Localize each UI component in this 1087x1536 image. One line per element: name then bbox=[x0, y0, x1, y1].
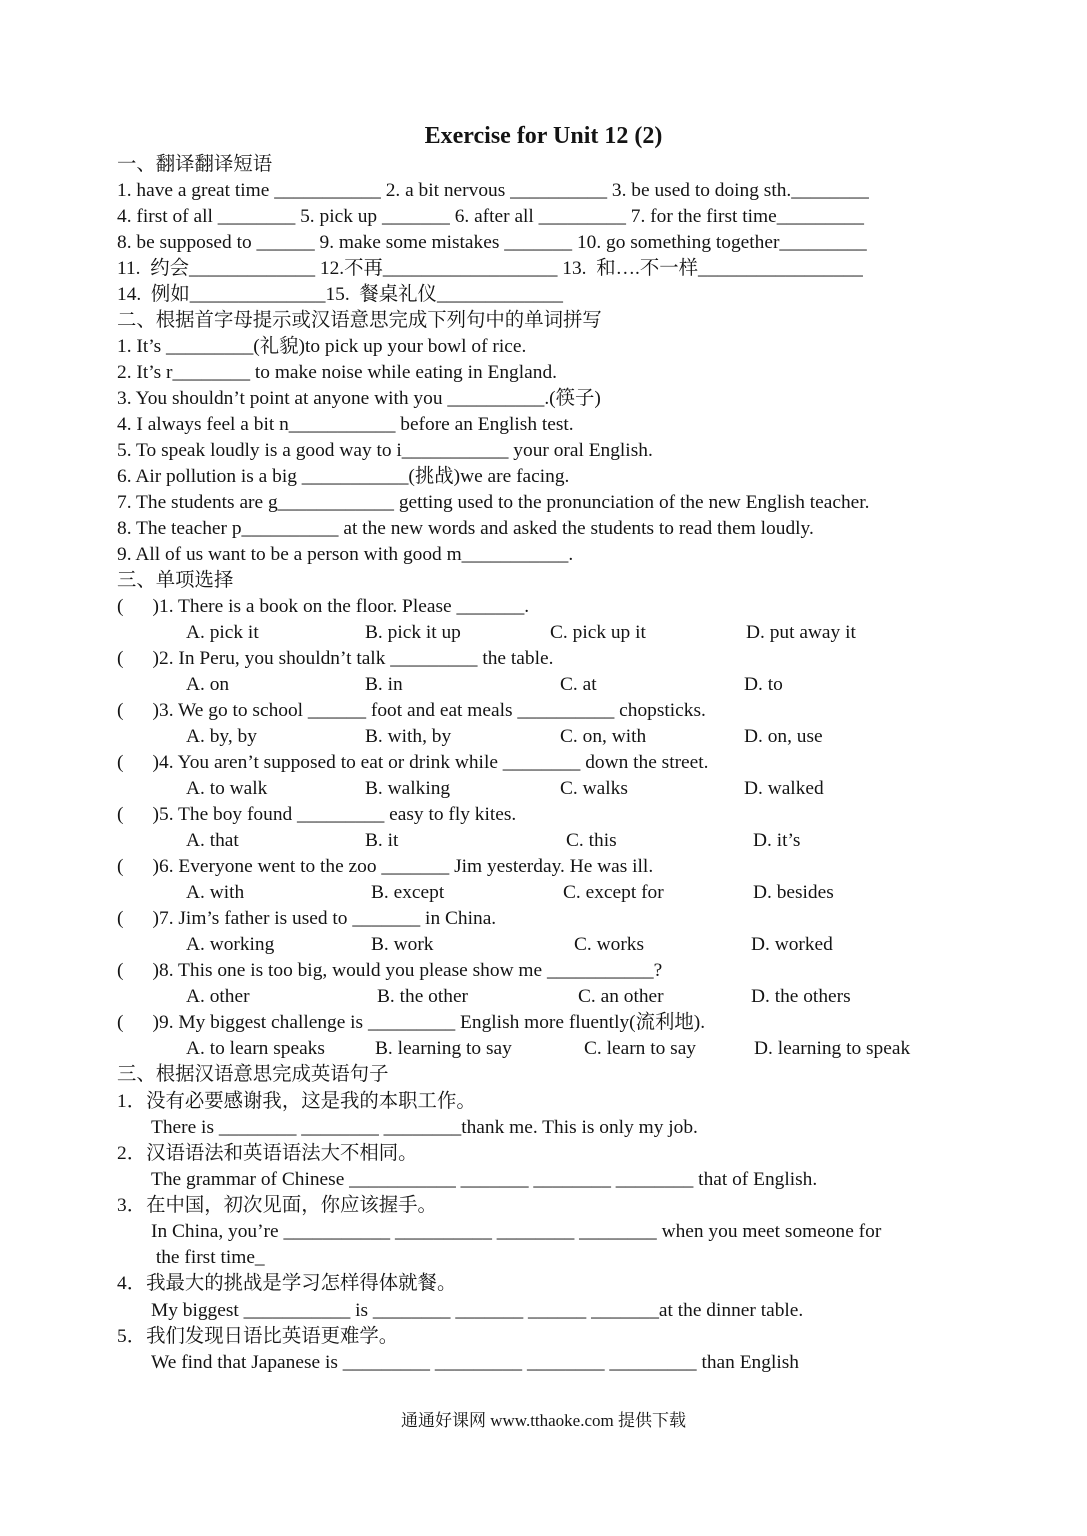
english-sentence: In China, you’re ___________ __________ ________ ________ when you meet someone for bbox=[151, 1221, 882, 1242]
option-a: A. that bbox=[186, 830, 239, 851]
option-d: D. put away it bbox=[746, 622, 856, 643]
option-b: B. with, by bbox=[365, 726, 452, 747]
page-title: Exercise for Unit 12 (2) bbox=[424, 123, 663, 149]
question-stem: ( )7. Jim’s father is used to _______ in China. bbox=[117, 908, 497, 929]
part2-line: 8. The teacher p__________ at the new words and asked the students to read them loudly. bbox=[117, 518, 814, 539]
option-a: A. by, by bbox=[186, 726, 257, 747]
part2-line: 9. All of us want to be a person with good m___________. bbox=[117, 544, 574, 565]
part2-line: 1. It’s _________(礼貌)to pick up your bowl of rice. bbox=[117, 336, 527, 357]
part1-heading: 一、翻译翻译短语 bbox=[117, 154, 273, 175]
part4-heading: 三、根据汉语意思完成英语句子 bbox=[117, 1064, 389, 1085]
english-sentence: There is ________ ________ ________thank me. This is only my job. bbox=[151, 1117, 698, 1138]
option-b: B. except bbox=[371, 882, 445, 903]
part2-heading: 二、根据首字母提示或汉语意思完成下列句中的单词拼写 bbox=[117, 310, 602, 331]
option-d: D. walked bbox=[744, 778, 824, 799]
part2-line: 7. The students are g____________ getting used to the pronunciation of the new English teacher. bbox=[117, 492, 870, 513]
option-b: B. in bbox=[365, 674, 403, 695]
question-stem: ( )3. We go to school ______ foot and eat meals __________ chopsticks. bbox=[117, 700, 706, 721]
part2-line: 3. You shouldn’t point at anyone with you __________.(筷子) bbox=[117, 388, 601, 409]
part2-line: 2. It’s r________ to make noise while eating in England. bbox=[117, 362, 557, 383]
option-b: B. walking bbox=[365, 778, 451, 799]
option-c: C. walks bbox=[560, 778, 628, 799]
option-d: D. on, use bbox=[744, 726, 823, 747]
part2-line: 5. To speak loudly is a good way to i___________ your oral English. bbox=[117, 440, 653, 461]
chinese-sentence: 1．没有必要感谢我，这是我的本职工作。 bbox=[117, 1091, 476, 1112]
question-stem: ( )5. The boy found _________ easy to fly kites. bbox=[117, 804, 517, 825]
option-c: C. this bbox=[566, 830, 617, 851]
option-b: B. it bbox=[365, 830, 399, 851]
part1-line: 8. be supposed to ______ 9. make some mistakes _______ 10. go something together_________ bbox=[117, 232, 867, 253]
part1-line: 1. have a great time ___________ 2. a bit nervous __________ 3. be used to doing sth.________ bbox=[117, 180, 869, 201]
option-c: C. pick up it bbox=[550, 622, 646, 643]
english-sentence: My biggest ___________ is ________ _______ ______ _______at the dinner table. bbox=[151, 1300, 804, 1321]
option-a: A. on bbox=[186, 674, 230, 695]
option-c: C. at bbox=[560, 674, 597, 695]
part1-line: 4. first of all ________ 5. pick up _______ 6. after all _________ 7. for the first time_________ bbox=[117, 206, 864, 227]
english-sentence-continued: the first time_ bbox=[151, 1247, 265, 1268]
option-c: C. an other bbox=[578, 986, 664, 1007]
chinese-sentence: 3．在中国，初次见面，你应该握手。 bbox=[117, 1195, 437, 1216]
part1-line: 11. 约会_____________ 12.不再__________________ 13. 和….不一样_________________ bbox=[117, 258, 863, 279]
chinese-sentence: 2．汉语语法和英语语法大不相同。 bbox=[117, 1143, 418, 1164]
part2-line: 6. Air pollution is a big ___________(挑战)we are facing. bbox=[117, 466, 570, 487]
option-d: D. besides bbox=[753, 882, 834, 903]
option-a: A. working bbox=[186, 934, 275, 955]
option-d: D. worked bbox=[751, 934, 833, 955]
option-c: C. works bbox=[574, 934, 645, 955]
option-a: A. with bbox=[186, 882, 245, 903]
part2-line: 4. I always feel a bit n___________ before an English test. bbox=[117, 414, 574, 435]
option-a: A. pick it bbox=[186, 622, 259, 643]
option-c: C. on, with bbox=[560, 726, 647, 747]
question-stem: ( )9. My biggest challenge is _________ English more fluently(流利地). bbox=[117, 1012, 706, 1033]
question-stem: ( )2. In Peru, you shouldn’t talk _________ the table. bbox=[117, 648, 554, 669]
option-c: C. learn to say bbox=[584, 1038, 697, 1059]
question-stem: ( )8. This one is too big, would you please show me ___________? bbox=[117, 960, 663, 981]
option-a: A. to learn speaks bbox=[186, 1038, 325, 1059]
chinese-sentence: 4．我最大的挑战是学习怎样得体就餐。 bbox=[117, 1273, 457, 1294]
option-b: B. learning to say bbox=[375, 1038, 512, 1059]
option-d: D. learning to speak bbox=[754, 1038, 911, 1059]
option-b: B. the other bbox=[377, 986, 469, 1007]
question-stem: ( )4. You aren’t supposed to eat or drink while ________ down the street. bbox=[117, 752, 709, 773]
option-d: D. to bbox=[744, 674, 783, 695]
option-a: A. other bbox=[186, 986, 250, 1007]
option-d: D. the others bbox=[751, 986, 851, 1007]
english-sentence: The grammar of Chinese ___________ _______ ________ ________ that of English. bbox=[151, 1169, 818, 1190]
question-stem: ( )1. There is a book on the floor. Please _______. bbox=[117, 596, 530, 617]
page-footer: 通通好课网 www.tthaoke.com 提供下载 bbox=[400, 1411, 687, 1430]
option-a: A. to walk bbox=[186, 778, 268, 799]
option-b: B. work bbox=[371, 934, 434, 955]
part3-heading: 三、单项选择 bbox=[117, 570, 234, 591]
option-c: C. except for bbox=[563, 882, 664, 903]
chinese-sentence: 5．我们发现日语比英语更难学。 bbox=[117, 1326, 399, 1347]
question-stem: ( )6. Everyone went to the zoo _______ Jim yesterday. He was ill. bbox=[117, 856, 654, 877]
option-b: B. pick it up bbox=[365, 622, 461, 643]
option-d: D. it’s bbox=[753, 830, 801, 851]
english-sentence: We find that Japanese is _________ _________ ________ _________ than English bbox=[151, 1352, 799, 1373]
part1-line: 14. 例如______________15. 餐桌礼仪_____________ bbox=[117, 284, 563, 305]
